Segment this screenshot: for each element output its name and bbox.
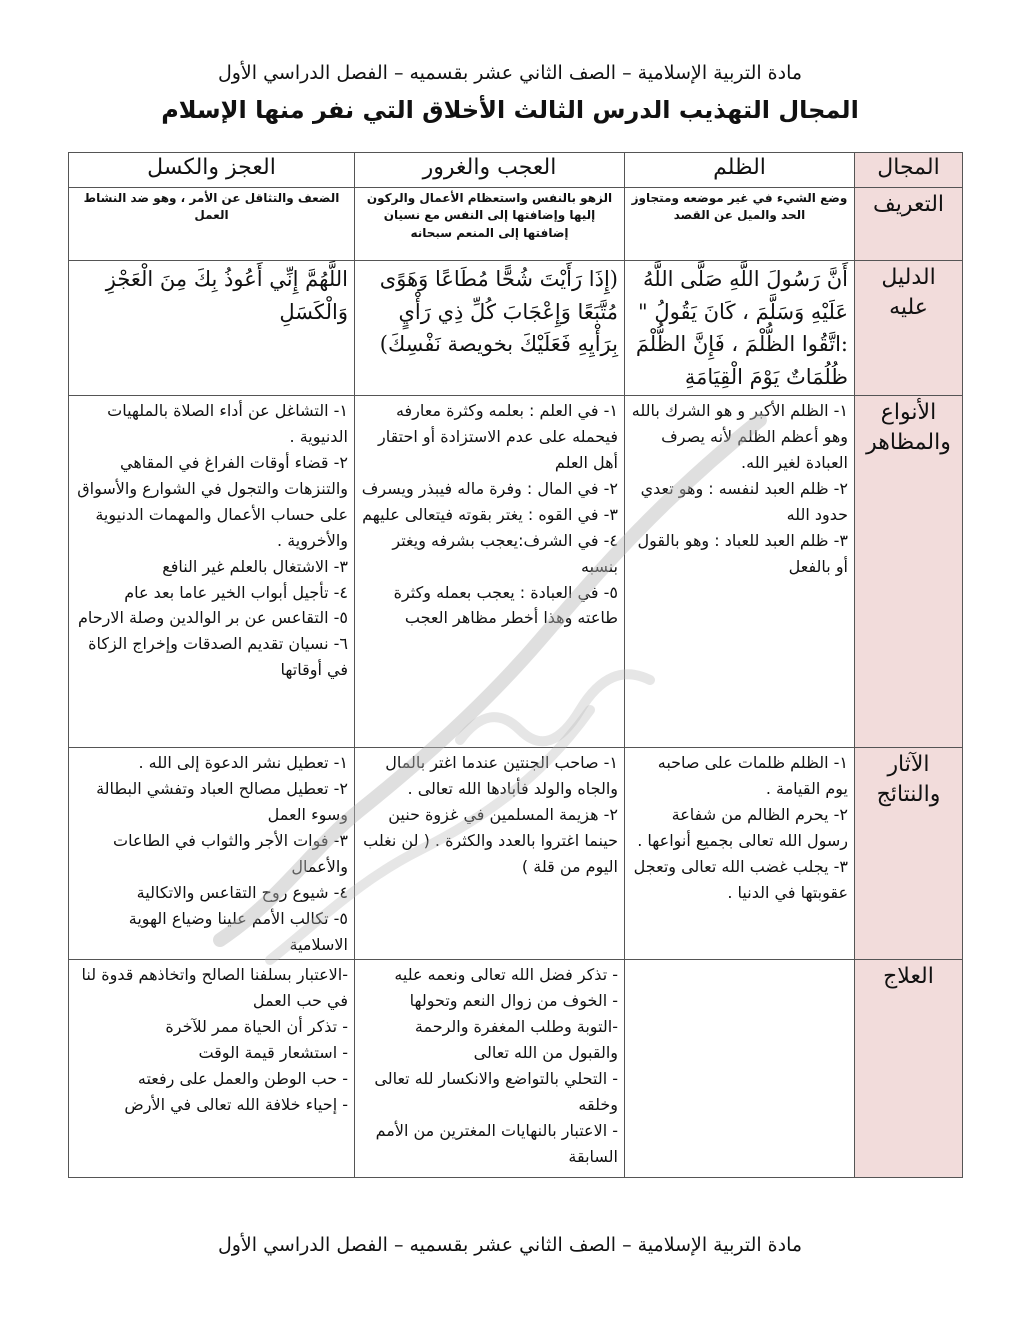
list-item: ٢- هزيمة المسلمين في غزوة حنين حينما اغتروا بالعدد والكثرة . ( لن نغلب اليوم من قلة )	[363, 805, 618, 876]
col-ujb: العجب والغرور	[355, 153, 625, 188]
page-title: المجال التهذيب الدرس الثالث الأخلاق التي نفر منها الإسلام	[161, 96, 859, 124]
types-zulm	[625, 396, 855, 748]
effects-zulm	[625, 748, 855, 960]
row-remedy	[69, 960, 963, 1178]
list-item: - التحلي بالتواضع والانكسار لله تعالى وخلقه	[374, 1069, 618, 1114]
list-item: ١- التشاغل عن أداء الصلاة بالملهيات الدنيوية .	[107, 401, 348, 447]
list-item: ١- تعطيل نشر الدعوة إلى الله .	[138, 753, 348, 773]
col-domain: المجال	[855, 153, 963, 188]
page-footer: مادة التربية الإسلامية – الصف الثاني عشر بقسميه – الفصل الدراسي الأول	[217, 1234, 803, 1256]
list-item: ٣- الاشتغال بالعلم غير النافع	[162, 556, 348, 576]
list-item: - استشعار قيمة الوقت	[198, 1043, 348, 1063]
list-item: ١- صاحب الجنتين عندما اغتر بالمال والجاه والولد فأبادها الله تعالى .	[385, 753, 618, 799]
list-item: - الخوف من زوال النعم وتحولها	[409, 991, 618, 1011]
definition-ujb: الزهو بالنفس واستعظام الأعمال والركون إليها وإضافتها إلى النفس مع نسيان إضافتها إلى المنعم سبحانه	[355, 188, 625, 261]
list-item: ١- الظلم ظلمات على صاحبه يوم القيامة .	[657, 753, 848, 799]
list-item: ٤- في الشرف:يعجب بشرفه ويغتر بنسبه	[392, 530, 618, 576]
list-item: ٦- نسيان تقديم الصدقات وإخراج الزكاة في أوقاتها	[88, 634, 348, 680]
row-definition	[69, 188, 963, 261]
table-header-row	[69, 153, 963, 188]
col-ajz: العجز والكسل	[69, 153, 355, 188]
list-item: - تذكر أن الحياة ممر للآخرة	[165, 1017, 348, 1037]
evidence-ajz: اللَّهُمَّ إِنِّي أَعُوذُ بِكَ مِنَ الْعَجْزِ وَالْكَسَلِ	[69, 261, 355, 396]
lesson-table	[68, 152, 963, 1178]
effects-ajz	[69, 748, 355, 960]
evidence-ujb: (إِذَا رَأَيْتَ شُحًّا مُطَاعًا وَهَوًى مُتَّبَعًا وَإِعْجَابَ كُلِّ ذِي رَأْيٍ بِرَأْيِهِ فَعَلَيْكَ بخويصة نَفْسِكَ)	[355, 261, 625, 396]
evidence-zulm: أَنَّ رَسُولَ اللَّهِ صَلَّى اللَّهُ عَلَيْهِ وَسَلَّمَ ، كَانَ يَقُولُ " :اتَّقُوا الظُّلْمَ ، فَإِنَّ الظُّلْمَ ظُلُمَاتٌ يَوْمَ الْقِيَامَةِ	[625, 261, 855, 396]
list-item: -الاعتبار بسلفنا الصالح واتخاذهم قدوة لنا في حب العمل	[81, 965, 348, 1011]
list-item: ٥- التقاعس عن بر الوالدين وصلة الارحام	[77, 608, 348, 628]
list-item: ٣- في القوه : يغتر بقوته فيتعالى عليهم	[362, 504, 618, 524]
remedy-ajz	[69, 960, 355, 1178]
list-item: ٥- تكالب الأمم علينا وضياع الهوية الاسلامية	[128, 908, 348, 954]
row-effects	[69, 748, 963, 960]
list-item: ٤- تأجيل أبواب الخير عاما بعد عام	[124, 582, 348, 602]
list-item: - تذكر فضل الله تعالى ونعمه عليه	[394, 965, 618, 985]
types-ajz	[69, 396, 355, 748]
row-label-definition: التعريف	[855, 188, 963, 261]
row-evidence	[69, 261, 963, 396]
remedy-zulm	[625, 960, 855, 1178]
effects-ujb	[355, 748, 625, 960]
row-label-types: الأنواع والمظاهر	[855, 396, 963, 748]
list-item: ٢- تعطيل مصالح العباد وتفشي البطالة وسوء العمل	[96, 779, 348, 824]
list-item: ٣- ظلم العبد للعباد : وهو بالقول أو بالفعل	[637, 530, 848, 576]
list-item: ٣- يجلب غضب الله تعالى وتعجل عقوبتها في الدنيا .	[633, 856, 848, 902]
list-item: -التوبة وطلب المغفرة والرحمة والقبول من الله تعالى	[414, 1017, 618, 1063]
list-item: - الاعتبار بالنهايات المغترين من الأمم السابقة	[375, 1120, 618, 1166]
list-item: ١- الظلم الأكبر و هو الشرك بالله وهو أعظم الظلم لأنه يصرف العبادة لغير الله.	[631, 401, 848, 472]
page-header: مادة التربية الإسلامية – الصف الثاني عشر بقسميه – الفصل الدراسي الأول	[217, 62, 803, 84]
list-item: - إحياء خلافة الله تعالى في الأرض	[124, 1094, 348, 1114]
types-ujb	[355, 396, 625, 748]
list-item: ٢- ظلم العبد لنفسه : وهو تعدي حدود الله	[640, 478, 848, 524]
row-label-remedy: العلاج	[855, 960, 963, 1178]
list-item: ٣- فوات الأجر والثواب في الطاعات والأعمال	[113, 830, 348, 876]
remedy-ujb	[355, 960, 625, 1178]
row-label-evidence: الدليل عليه	[855, 261, 963, 396]
list-item: ٥- في العبادة : يعجب بعمله وكثرة طاعته وهذا أخطر مظاهر العجب	[393, 582, 618, 628]
col-zulm: الظلم	[625, 153, 855, 188]
row-types	[69, 396, 963, 748]
row-label-effects: الآثار والنتائج	[855, 748, 963, 960]
list-item: ٢- يحرم الظالم من شفاعة رسول الله تعالى بجميع أنواعها .	[637, 805, 848, 850]
list-item: ٤- شيوع روح التقاعس والاتكالية	[136, 882, 348, 902]
list-item: ١- في العلم : بعلمه وكثرة معارفه فيحمله على عدم الاستزادة أو احتقار أهل العلم	[377, 401, 618, 472]
definition-ajz: الضعف والتثاقل عن الأمر ، وهو ضد النشاط العمل	[69, 188, 355, 261]
list-item: - حب الوطن والعمل على رفعته	[137, 1069, 348, 1089]
list-item: ٢- في المال : وفرة ماله فيبذر ويسرف	[361, 478, 618, 498]
list-item: ٢- قضاء أوقات الفراغ في المقاهي والتنزهات والتجول في الشوارع والأسواق على حساب الأعمال والمهمات الدنيوية والأخروية .	[77, 453, 348, 550]
definition-zulm: وضع الشيء في غير موضعه ومتجاوز الحد والميل عن القصد	[625, 188, 855, 261]
